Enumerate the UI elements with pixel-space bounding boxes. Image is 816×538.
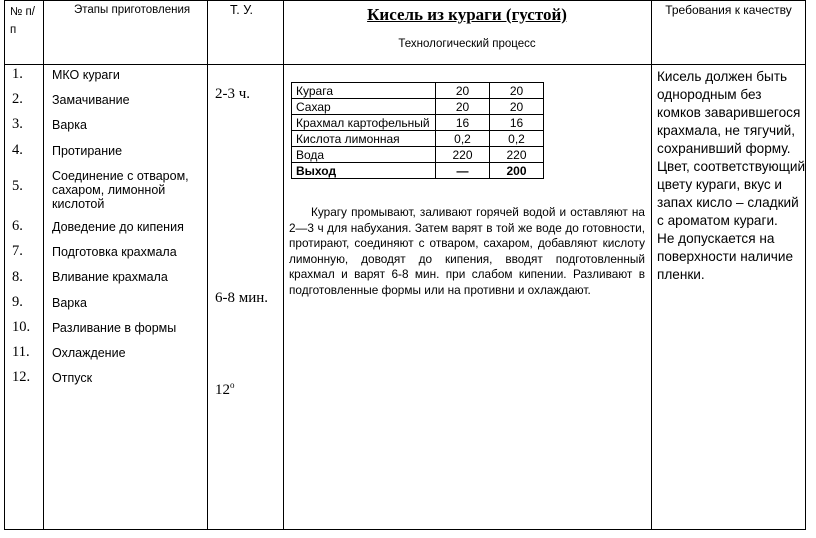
step-label: Доведение до кипения — [52, 220, 184, 234]
requirements-header: Требования к качеству — [665, 3, 792, 17]
ingredient-gross: 220 — [436, 147, 490, 163]
conditions-header: Т. У. — [230, 3, 253, 17]
step-label: Варка — [52, 296, 87, 310]
num-header: № п/п — [10, 6, 35, 36]
step-number: 6. — [12, 218, 23, 234]
soak-time: 2-3 ч. — [215, 86, 251, 102]
ingredient-name: Вода — [292, 147, 436, 163]
step-number: 11. — [12, 344, 30, 360]
table-row — [292, 83, 544, 99]
step-label: Охлаждение — [52, 346, 126, 360]
requirements-text: Кисель должен быть однородным без комков заварившегося крахмала, не тягучий, сохранивший форму. Цвет, соответствующий цвету кураги, вкус и запах кисло – сладкий с ароматом кураги. — [657, 69, 806, 228]
requirements-note: Не допускается на поверхности наличие пленки. — [657, 231, 794, 282]
step-label: Соединение с отваром, сахаром, лимонной кислотой — [52, 169, 189, 211]
step-number: 4. — [12, 142, 23, 158]
quality-requirements — [657, 68, 807, 284]
table-row — [292, 115, 544, 131]
step-label: Протирание — [52, 144, 123, 158]
column-divider — [43, 0, 44, 530]
ingredient-net: 20 — [490, 83, 544, 99]
degree-sign: о — [230, 380, 235, 390]
step-label: МКО кураги — [52, 68, 120, 82]
table-row — [292, 147, 544, 163]
step-number: 7. — [12, 243, 23, 259]
stages-header: Этапы приготовления — [74, 4, 191, 16]
yield-row — [292, 163, 544, 179]
ingredient-gross: 16 — [436, 115, 490, 131]
step-label: Разливание в формы — [52, 321, 177, 335]
serve-temperature — [215, 380, 235, 399]
step-label: Подготовка крахмала — [52, 245, 177, 259]
table-row — [292, 131, 544, 147]
ingredient-name: Крахмал картофельный — [292, 115, 436, 131]
step-number: 10. — [12, 319, 31, 335]
ingredient-net: 0,2 — [490, 131, 544, 147]
column-divider — [651, 0, 652, 530]
column-divider — [283, 0, 284, 530]
ingredient-net: 220 — [490, 147, 544, 163]
step-number: 3. — [12, 116, 23, 132]
step-number: 2. — [12, 91, 23, 107]
step-label: Вливание крахмала — [52, 270, 168, 284]
yield-gross: — — [436, 163, 490, 179]
step-number: 9. — [12, 294, 23, 310]
step-number: 1. — [12, 66, 23, 82]
ingredient-gross: 20 — [436, 83, 490, 99]
step-label: Отпуск — [52, 371, 93, 385]
ingredient-net: 20 — [490, 99, 544, 115]
ingredient-gross: 20 — [436, 99, 490, 115]
boil-time: 6-8 мин. — [215, 290, 269, 306]
ingredient-gross: 0,2 — [436, 131, 490, 147]
step-number: 5. — [12, 178, 23, 194]
yield-label: Выход — [292, 163, 436, 179]
ingredient-name: Кислота лимонная — [292, 131, 436, 147]
header-divider — [4, 64, 806, 65]
ingredient-name: Сахар — [292, 99, 436, 115]
step-number: 12. — [12, 369, 31, 385]
yield-net: 200 — [490, 163, 544, 179]
ingredients-table — [291, 82, 544, 179]
step-label: Варка — [52, 118, 87, 132]
table-row — [292, 99, 544, 115]
step-number: 8. — [12, 269, 23, 285]
ingredient-name: Курага — [292, 83, 436, 99]
ingredient-net: 16 — [490, 115, 544, 131]
recipe-title: Кисель из кураги (густой) — [367, 5, 567, 24]
process-description: Курагу промывают, заливают горячей водой и оставляют на 2—3 ч для набухания. Затем варят в той же воде до готовности, протирают, соединяют с отваром, сахаром, добавляют кислоту лимонную, доводят до кипения, вводят подготовленный крахмал и варят 6-8 мин. при слабом кипении. Разливают в подготовленные формы или на противни и охлаждают. — [289, 205, 645, 297]
serve-temperature-value: 12 — [215, 382, 230, 398]
column-divider — [207, 0, 208, 530]
process-subtitle: Технологический процесс — [398, 38, 536, 50]
step-label: Замачивание — [52, 93, 130, 107]
